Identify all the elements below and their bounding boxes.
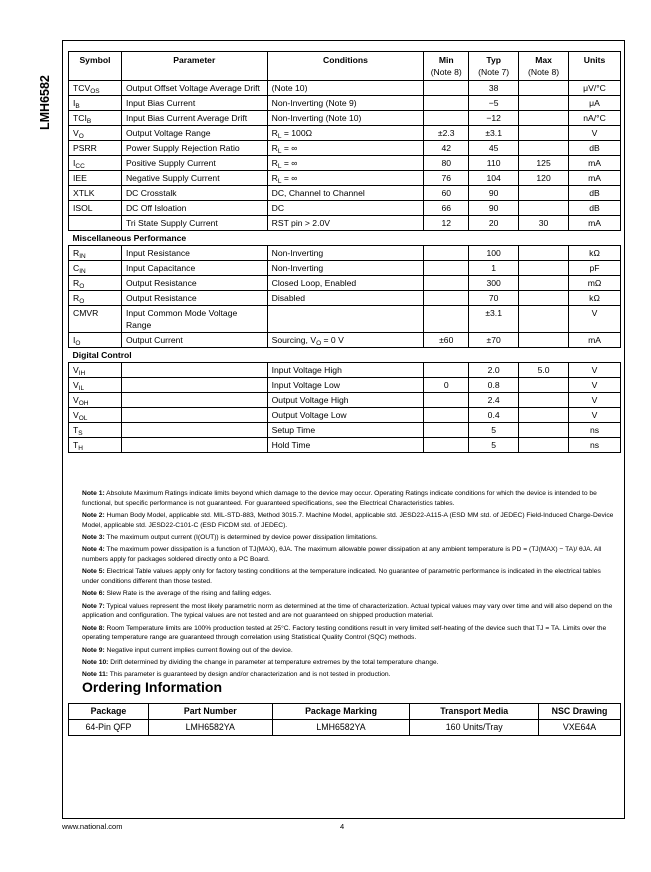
spec-table-body [69, 81, 621, 453]
min-cell [424, 291, 469, 306]
symbol-cell: $V_{IL}$ [69, 378, 122, 393]
symbol-cell: $T_S$ [69, 423, 122, 438]
note-item [82, 602, 614, 621]
parameter-cell: Positive Supply Current [121, 156, 267, 171]
units-cell: pF [569, 261, 621, 276]
max-cell [519, 96, 569, 111]
typ-cell: 110 [469, 156, 519, 171]
max-cell: 125 [519, 156, 569, 171]
symbol-cell: $R_O$ [69, 276, 122, 291]
units-cell: kΩ [569, 291, 621, 306]
note-text: Absolute Maximum Ratings indicate limits beyond which damage to the device may occur. Operating Ratings indicate conditions for which the device is intended to be functional, but specific performance is not guaranteed. For guaranteed specifications, see the Electrical Characteristics tables. [82, 490, 597, 507]
typ-cell: 0.4 [469, 408, 519, 423]
symbol-cell: $V_{OL}$ [69, 408, 122, 423]
units-cell: V [569, 126, 621, 141]
ordering-cell: LMH6582YA [148, 720, 272, 736]
max-cell [519, 141, 569, 156]
note-label: Note 6: [82, 590, 105, 598]
note-text: The maximum power dissipation is a function of TJ(MAX), θJA. The maximum allowable power dissipation at any ambient temperature is PD = (TJ(MAX) − TA)/ θJA. All numbers apply for packages soldered directly onto a PC Board. [82, 546, 602, 563]
note-item [82, 658, 614, 668]
min-cell: 60 [424, 186, 469, 201]
conditions-cell: $R_L = 100\Omega$ [267, 126, 424, 141]
ordering-information-title: Ordering Information [82, 679, 222, 695]
note-text: Room Temperature limits are 100% production tested at 25°C. Factory testing conditions result in very limited self-heating of the device such that TJ = TA. Limits over the operating temperature range are guaranteed through correlation using Statistical Quality Control (SQC) methods. [82, 624, 607, 642]
digital-control-section-label: Digital Control [69, 348, 621, 363]
typ-cell: 90 [469, 186, 519, 201]
typ-cell: ±3.1 [469, 306, 519, 333]
header-parameter: Parameter [121, 52, 267, 81]
units-cell: mA [569, 333, 621, 348]
symbol-cell: $I_{CC}$ [69, 156, 122, 171]
header-max: Max (Note 8) [519, 52, 569, 81]
conditions-cell: Non-Inverting [267, 261, 424, 276]
table-row [69, 216, 621, 231]
table-header-row [69, 52, 621, 81]
symbol-cell: ISOL [69, 201, 122, 216]
min-cell [424, 246, 469, 261]
min-cell [424, 363, 469, 378]
typ-cell: ±3.1 [469, 126, 519, 141]
table-row [69, 126, 621, 141]
units-cell: nA/°C [569, 111, 621, 126]
parameter-cell: Input Bias Current Average Drift [121, 111, 267, 126]
min-cell [424, 438, 469, 453]
parameter-cell [121, 393, 267, 408]
max-cell: 5.0 [519, 363, 569, 378]
parameter-cell: Input Capacitance [121, 261, 267, 276]
symbol-cell: $TCI_B$ [69, 111, 122, 126]
symbol-cell: $R_{IN}$ [69, 246, 122, 261]
min-cell [424, 393, 469, 408]
units-cell: ns [569, 438, 621, 453]
note-label: Note 11: [82, 671, 109, 679]
table-row [69, 81, 621, 96]
max-cell [519, 276, 569, 291]
symbol-cell: $V_{IH}$ [69, 363, 122, 378]
units-cell: kΩ [569, 246, 621, 261]
table-row [69, 186, 621, 201]
note-item [82, 567, 614, 586]
max-cell [519, 261, 569, 276]
note-text: Negative input current implies current flowing out of the device. [106, 646, 293, 654]
parameter-cell [121, 408, 267, 423]
note-text: Typical values represent the most likely parametric norm as determined at the time of characterization. Actual typical values may vary over time and will also depend on the application and configuration. The typical values are not tested and are not guaranteed on shipped production material. [82, 602, 613, 620]
parameter-cell: Negative Supply Current [121, 171, 267, 186]
table-row [69, 438, 621, 453]
note-label: Note 2: [82, 511, 105, 519]
note-text: The maximum output current (I(OUT)) is determined by device power dissipation limitations. [106, 533, 378, 541]
conditions-cell: Disabled [267, 291, 424, 306]
min-cell: 66 [424, 201, 469, 216]
parameter-cell: Power Supply Rejection Ratio [121, 141, 267, 156]
symbol-cell: $V_O$ [69, 126, 122, 141]
parameter-cell [121, 378, 267, 393]
note-item [82, 624, 614, 643]
max-cell [519, 246, 569, 261]
electrical-characteristics-table [68, 51, 621, 453]
units-cell: mA [569, 171, 621, 186]
note-item [82, 545, 614, 564]
ordering-cell: 160 Units/Tray [410, 720, 539, 736]
parameter-cell: Tri State Supply Current [121, 216, 267, 231]
note-item [82, 533, 614, 543]
conditions-cell: $R_L$ = ∞ [267, 141, 424, 156]
typ-cell: 20 [469, 216, 519, 231]
typ-cell: 2.4 [469, 393, 519, 408]
ordering-header-cell: Part Number [148, 704, 272, 720]
typ-cell: 5 [469, 438, 519, 453]
conditions-cell: Non-Inverting (Note 10) [267, 111, 424, 126]
max-cell [519, 438, 569, 453]
max-cell [519, 306, 569, 333]
note-text: Electrical Table values apply only for factory testing conditions at the temperature indicated. No guarantee of parametric performance is indicated in the electrical tables under conditions different than those tested. [82, 568, 601, 585]
table-row [69, 96, 621, 111]
units-cell: dB [569, 186, 621, 201]
symbol-cell: $C_{IN}$ [69, 261, 122, 276]
typ-cell: 45 [469, 141, 519, 156]
units-cell: mA [569, 216, 621, 231]
parameter-cell: Input Common Mode Voltage Range [121, 306, 267, 333]
table-row [69, 720, 621, 736]
conditions-cell: Non-Inverting (Note 9) [267, 96, 424, 111]
units-cell: V [569, 378, 621, 393]
note-label: Note 8: [82, 624, 105, 632]
ordering-header-cell: Package [69, 704, 149, 720]
typ-cell: 100 [469, 246, 519, 261]
footer-website: www.national.com [62, 822, 123, 831]
units-cell: mΩ [569, 276, 621, 291]
table-row [69, 306, 621, 333]
typ-cell: 5 [469, 423, 519, 438]
ordering-cell: LMH6582YA [272, 720, 410, 736]
min-cell [424, 96, 469, 111]
max-cell [519, 393, 569, 408]
table-row [69, 333, 621, 348]
digital-control-section [69, 348, 621, 363]
table-row [69, 171, 621, 186]
note-item [82, 589, 614, 599]
ordering-header-row [69, 704, 621, 720]
symbol-cell [69, 216, 122, 231]
max-cell [519, 186, 569, 201]
max-cell [519, 111, 569, 126]
ordering-cell: VXE64A [539, 720, 621, 736]
min-cell [424, 276, 469, 291]
table-row [69, 246, 621, 261]
ordering-header-cell: Transport Media [410, 704, 539, 720]
typ-cell: 300 [469, 276, 519, 291]
symbol-cell: $I_O$ [69, 333, 122, 348]
min-cell: 0 [424, 378, 469, 393]
typ-cell: 90 [469, 201, 519, 216]
symbol-cell: PSRR [69, 141, 122, 156]
conditions-cell: Input Voltage Low [267, 378, 424, 393]
parameter-cell [121, 423, 267, 438]
footer-page-number: 4 [340, 822, 345, 831]
note-text: Slew Rate is the average of the rising and falling edges. [106, 590, 272, 598]
notes-section [82, 489, 614, 683]
symbol-cell: $V_{OH}$ [69, 393, 122, 408]
conditions-cell: Sourcing, $V_O = 0$ V [267, 333, 424, 348]
min-cell [424, 423, 469, 438]
min-cell: 42 [424, 141, 469, 156]
misc-performance-section [69, 231, 621, 246]
header-conditions: Conditions [267, 52, 424, 81]
table-row [69, 408, 621, 423]
conditions-cell: $R_L$ = ∞ [267, 171, 424, 186]
units-cell: μA [569, 96, 621, 111]
max-cell [519, 201, 569, 216]
note-label: Note 9: [82, 646, 105, 654]
table-row [69, 276, 621, 291]
conditions-cell: Input Voltage High [267, 363, 424, 378]
typ-cell: 104 [469, 171, 519, 186]
table-row [69, 363, 621, 378]
units-cell: dB [569, 201, 621, 216]
units-cell: μV/°C [569, 81, 621, 96]
part-number-side-label: LMH6582 [38, 75, 52, 130]
parameter-cell: Output Current [121, 333, 267, 348]
ordering-cell: 64-Pin QFP [69, 720, 149, 736]
conditions-cell: Closed Loop, Enabled [267, 276, 424, 291]
max-cell [519, 408, 569, 423]
min-cell [424, 81, 469, 96]
min-cell: ±2.3 [424, 126, 469, 141]
typ-cell: −5 [469, 96, 519, 111]
max-cell [519, 378, 569, 393]
typ-cell: 0.8 [469, 378, 519, 393]
units-cell: mA [569, 156, 621, 171]
min-cell: 76 [424, 171, 469, 186]
max-cell [519, 126, 569, 141]
symbol-cell: CMVR [69, 306, 122, 333]
table-row [69, 201, 621, 216]
conditions-cell: Setup Time [267, 423, 424, 438]
misc-performance-section-label: Miscellaneous Performance [69, 231, 621, 246]
header-units: Units [569, 52, 621, 81]
conditions-cell: RST pin > 2.0V [267, 216, 424, 231]
note-item [82, 646, 614, 656]
table-row [69, 111, 621, 126]
ordering-header-cell: NSC Drawing [539, 704, 621, 720]
typ-cell: 2.0 [469, 363, 519, 378]
header-symbol: Symbol [69, 52, 122, 81]
parameter-cell: DC Crosstalk [121, 186, 267, 201]
parameter-cell: Input Resistance [121, 246, 267, 261]
conditions-cell: Output Voltage Low [267, 408, 424, 423]
max-cell: 120 [519, 171, 569, 186]
ordering-information-table [68, 703, 621, 736]
min-cell [424, 111, 469, 126]
symbol-cell: IEE [69, 171, 122, 186]
min-cell: 80 [424, 156, 469, 171]
typ-cell: 70 [469, 291, 519, 306]
min-cell [424, 408, 469, 423]
note-item [82, 511, 614, 530]
min-cell [424, 261, 469, 276]
typ-cell: 38 [469, 81, 519, 96]
units-cell: V [569, 306, 621, 333]
units-cell: V [569, 408, 621, 423]
parameter-cell [121, 438, 267, 453]
units-cell: ns [569, 423, 621, 438]
parameter-cell [121, 363, 267, 378]
conditions-cell: DC [267, 201, 424, 216]
conditions-cell: (Note 10) [267, 81, 424, 96]
units-cell: dB [569, 141, 621, 156]
note-item [82, 489, 614, 508]
parameter-cell: DC Off Isloation [121, 201, 267, 216]
note-label: Note 7: [82, 602, 105, 610]
table-row [69, 423, 621, 438]
min-cell: ±60 [424, 333, 469, 348]
parameter-cell: Input Bias Current [121, 96, 267, 111]
conditions-cell: Non-Inverting [267, 246, 424, 261]
conditions-cell: Output Voltage High [267, 393, 424, 408]
table-row [69, 156, 621, 171]
table-row [69, 261, 621, 276]
units-cell: V [569, 393, 621, 408]
max-cell [519, 333, 569, 348]
header-min: Min (Note 8) [424, 52, 469, 81]
typ-cell: −12 [469, 111, 519, 126]
symbol-cell: XTLK [69, 186, 122, 201]
max-cell [519, 291, 569, 306]
min-cell [424, 306, 469, 333]
parameter-cell: Output Offset Voltage Average Drift [121, 81, 267, 96]
parameter-cell: Output Resistance [121, 276, 267, 291]
symbol-cell: $T_H$ [69, 438, 122, 453]
conditions-cell [267, 306, 424, 333]
conditions-cell: Hold Time [267, 438, 424, 453]
symbol-cell: $I_B$ [69, 96, 122, 111]
min-cell: 12 [424, 216, 469, 231]
note-label: Note 10: [82, 659, 109, 667]
parameter-cell: Output Voltage Range [121, 126, 267, 141]
table-row [69, 393, 621, 408]
note-text: Drift determined by dividing the change in parameter at temperature extremes by the total temperature change. [110, 659, 439, 667]
table-row [69, 141, 621, 156]
max-cell: 30 [519, 216, 569, 231]
typ-cell: 1 [469, 261, 519, 276]
ordering-table-body [69, 720, 621, 736]
table-row [69, 378, 621, 393]
symbol-cell: $R_O$ [69, 291, 122, 306]
note-label: Note 1: [82, 490, 105, 497]
note-text: This parameter is guaranteed by design and/or characterization and is not tested in production. [109, 671, 391, 679]
conditions-cell: $R_L$ = ∞ [267, 156, 424, 171]
note-text: Human Body Model, applicable std. MIL-STD-883, Method 3015.7. Machine Model, applicable std. JESD22-A115-A (ESD MM std. of JEDEC) Field-Induced Charge-Device Model, applicable std. JESD22-C101-C (ESD FICDM std. of JEDEC). [82, 511, 614, 529]
max-cell [519, 423, 569, 438]
symbol-cell: $TCV_{OS}$ [69, 81, 122, 96]
conditions-cell: DC, Channel to Channel [267, 186, 424, 201]
parameter-cell: Output Resistance [121, 291, 267, 306]
typ-cell: ±70 [469, 333, 519, 348]
note-label: Note 4: [82, 546, 105, 554]
max-cell [519, 81, 569, 96]
table-row [69, 291, 621, 306]
header-typ: Typ (Note 7) [469, 52, 519, 81]
ordering-header-cell: Package Marking [272, 704, 410, 720]
note-label: Note 5: [82, 568, 105, 576]
note-label: Note 3: [82, 533, 105, 541]
units-cell: V [569, 363, 621, 378]
